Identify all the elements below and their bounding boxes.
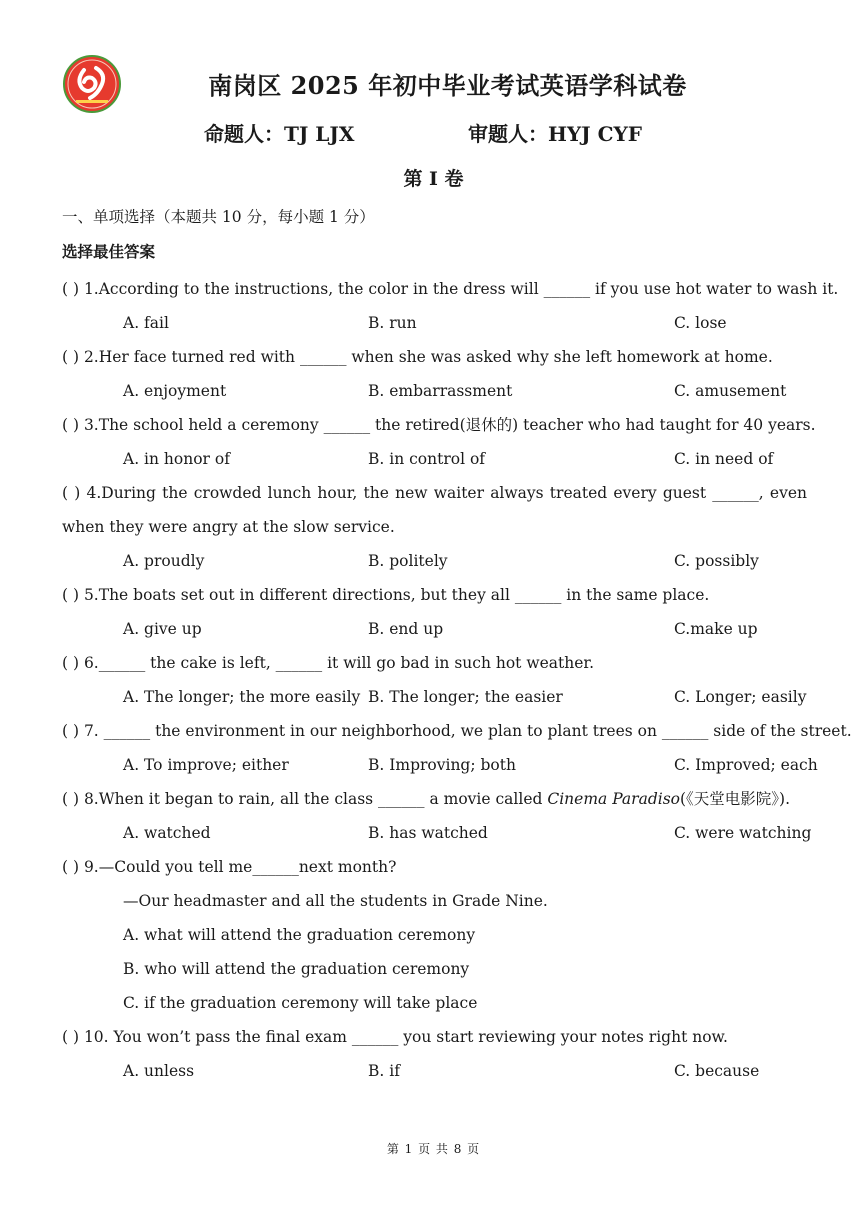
question-options: [62, 680, 807, 714]
question-stem: ( ) 2.Her face turned red with ______ when she was asked why she left homework at home.: [62, 348, 773, 366]
option-a: A. watched: [123, 824, 211, 842]
option-c: C. in need of: [674, 450, 774, 468]
option-b: B. if: [368, 1062, 400, 1080]
question-stem: ( ) 9.—Could you tell me______next month?: [62, 858, 397, 876]
dialogue-answer: —Our headmaster and all the students in Grade Nine.: [123, 892, 548, 910]
question-stem: ( ) 4.During the crowded lunch hour, the new waiter always treated every guest ______, even when they were angry at the slow service.: [62, 484, 807, 536]
section-title: 一、单项选择（本题共 10 分，每小题 1 分）: [62, 208, 375, 226]
question-options: [62, 748, 818, 782]
question-list: [62, 272, 852, 1088]
question-10: [62, 1020, 807, 1088]
option-a: A. proudly: [123, 552, 205, 570]
option-a: A. fail: [123, 314, 169, 332]
question-options: [62, 306, 807, 340]
option-a: A. in honor of: [123, 450, 230, 468]
author-label: 命题人：TJ LJX: [204, 122, 355, 146]
option-b: B. The longer; the easier: [368, 688, 563, 706]
question-9: [62, 850, 807, 1020]
question-7: [62, 714, 852, 782]
question-stem: [62, 782, 807, 816]
question-2: [62, 340, 807, 408]
option-b: B. in control of: [368, 450, 486, 468]
question-6: [62, 646, 807, 714]
question-stem: ( ) 5.The boats set out in different directions, but they all ______ in the same place.: [62, 586, 710, 604]
option-a: A. give up: [123, 620, 202, 638]
question-options: [62, 816, 812, 850]
option-c: C. amusement: [674, 382, 787, 400]
option-c: C. were watching: [674, 824, 812, 842]
question-5: [62, 578, 807, 646]
option-b: B. run: [368, 314, 417, 332]
question-1: [62, 272, 839, 340]
question-options: [62, 442, 807, 476]
authors-line: [0, 118, 867, 148]
option-c: C. lose: [674, 314, 727, 332]
question-stem: ( ) 1.According to the instructions, the color in the dress will ______ if you use hot water to wash it.: [62, 280, 839, 298]
question-options: [62, 374, 807, 408]
part-title: 第 I 卷: [403, 168, 464, 190]
option-b: B. end up: [368, 620, 444, 638]
option-c: C. possibly: [674, 552, 759, 570]
question-options: [62, 612, 807, 646]
option-b: B. politely: [368, 552, 448, 570]
question-stem: ( ) 10. You won’t pass the final exam ______ you start reviewing your notes right now.: [62, 1028, 728, 1046]
question-stem: ( ) 3.The school held a ceremony ______ the retired(退休的) teacher who had taught for 40 years.: [62, 416, 816, 434]
question-options: [62, 544, 807, 578]
option-b: B. who will attend the graduation ceremony: [123, 960, 470, 978]
reviewer-label: 审题人：HYJ CYF: [468, 122, 642, 146]
section-subtitle: 选择最佳答案: [62, 242, 156, 261]
stem-text: ( ) 8.When it began to rain, all the class ______ a movie called: [62, 790, 548, 808]
option-a: A. what will attend the graduation ceremony: [123, 926, 476, 944]
option-a: A. enjoyment: [123, 382, 227, 400]
exam-title: 南岗区 2025 年初中毕业考试英语学科试卷: [208, 71, 687, 100]
question-stem: ( ) 7. ______ the environment in our neighborhood, we plan to plant trees on ______ side of the street.: [62, 722, 852, 740]
option-c: C. Improved; each: [674, 756, 818, 774]
option-b: B. has watched: [368, 824, 488, 842]
question-stem: ( ) 6.______ the cake is left, ______ it will go bad in such hot weather.: [62, 654, 595, 672]
option-a: A. To improve; either: [123, 756, 289, 774]
stem-text-end: (《天堂电影院》).: [680, 790, 791, 808]
option-b: B. Improving; both: [368, 756, 516, 774]
option-c: C. if the graduation ceremony will take place: [123, 994, 478, 1012]
option-c: C. Longer; easily: [674, 688, 807, 706]
option-a: A. The longer; the more easily: [123, 688, 361, 706]
option-a: A. unless: [123, 1062, 195, 1080]
page-footer: 第 1 页 共 8 页: [386, 1142, 481, 1156]
question-3: [62, 408, 816, 476]
option-c: C. because: [674, 1062, 760, 1080]
question-8: [62, 782, 812, 850]
movie-title: Cinema Paradiso: [547, 790, 680, 808]
option-c: C.make up: [674, 620, 758, 638]
question-options: [62, 1054, 807, 1088]
question-4: [62, 476, 807, 578]
option-b: B. embarrassment: [368, 382, 513, 400]
